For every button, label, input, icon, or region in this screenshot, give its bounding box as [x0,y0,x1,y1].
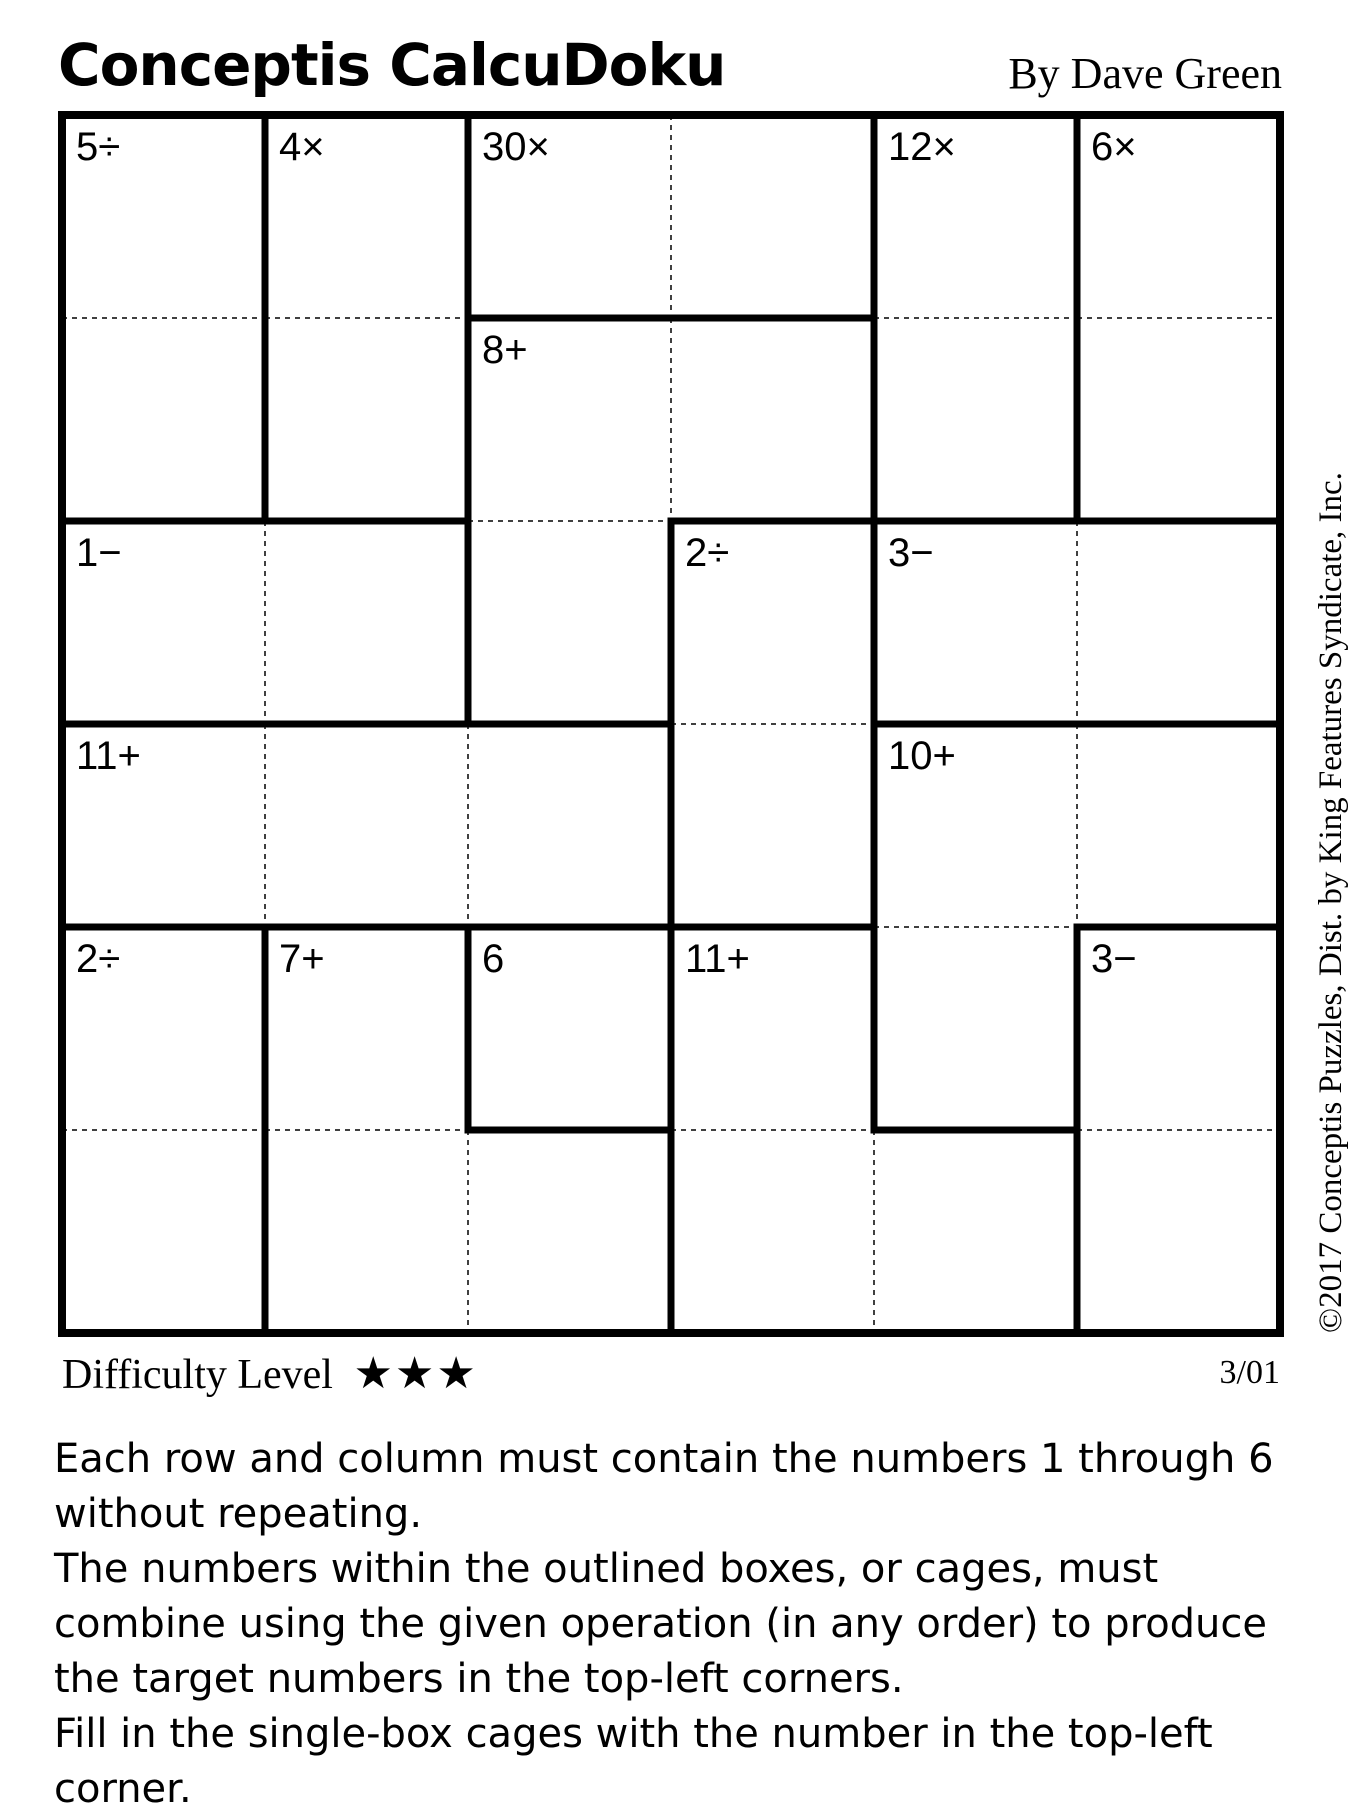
grid-cell[interactable] [671,318,874,521]
grid-cell[interactable] [468,724,671,927]
cage-clue: 12× [888,125,956,169]
grid-cell[interactable] [874,1130,1077,1333]
difficulty-stars-icon: ★★★ [353,1348,478,1399]
cage-clue: 2÷ [685,531,730,575]
calcudoku-grid [62,115,1280,1333]
puzzle-date: 3/01 [1219,1354,1280,1391]
cage-clue: 7+ [279,937,325,981]
grid-cell[interactable] [468,1130,671,1333]
cage-clue: 4× [279,125,325,169]
cage-clue: 10+ [888,734,956,778]
instruction-cages: The numbers within the outlined boxes, or cages, must combine using the given operation (in any order) to produce the target numbers in the top-left corners. [54,1546,1268,1702]
grid-cell[interactable] [265,318,468,521]
cage-clue: 2÷ [76,937,121,981]
cage-clue: 5÷ [76,125,121,169]
grid-cell[interactable] [671,1130,874,1333]
grid-cell[interactable] [1077,724,1280,927]
grid-cell[interactable] [265,1130,468,1333]
cage-clue: 6 [482,937,505,981]
grid-cell[interactable] [671,724,874,927]
grid-cell[interactable] [62,1130,265,1333]
instruction-rows-columns: Each row and column must contain the numbers 1 through 6 without repeating. [54,1436,1274,1537]
cage-clue: 30× [482,125,550,169]
grid-cell[interactable] [1077,1130,1280,1333]
cage-clue: 3− [888,531,934,575]
cage-clue: 11+ [76,734,141,778]
grid-cell[interactable] [1077,318,1280,521]
difficulty-level [62,1348,478,1399]
grid-cell[interactable] [874,318,1077,521]
cage-clue: 11+ [685,937,750,981]
cage-clue: 3− [1091,937,1137,981]
grid-cell[interactable] [671,115,874,318]
grid-cell[interactable] [1077,521,1280,724]
grid-cell[interactable] [62,318,265,521]
grid-cell[interactable] [265,724,468,927]
grid-cell[interactable] [265,521,468,724]
difficulty-label: Difficulty Level [62,1352,333,1398]
instructions [54,1432,1334,1817]
author-byline: By Dave Green [1008,49,1282,98]
instruction-single-cages: Fill in the single-box cages with the number in the top-left corner. [54,1711,1213,1812]
copyright-notice: ©2017 Conceptis Puzzles, Dist. by King Features Syndicate, Inc. [1313,472,1349,1333]
cage-clue: 1− [76,531,122,575]
puzzle-title: Conceptis CalcuDoku [58,31,726,99]
cage-clue: 8+ [482,328,528,372]
cage-clue: 6× [1091,125,1137,169]
grid-cell[interactable] [468,521,671,724]
grid-cell[interactable] [874,927,1077,1130]
